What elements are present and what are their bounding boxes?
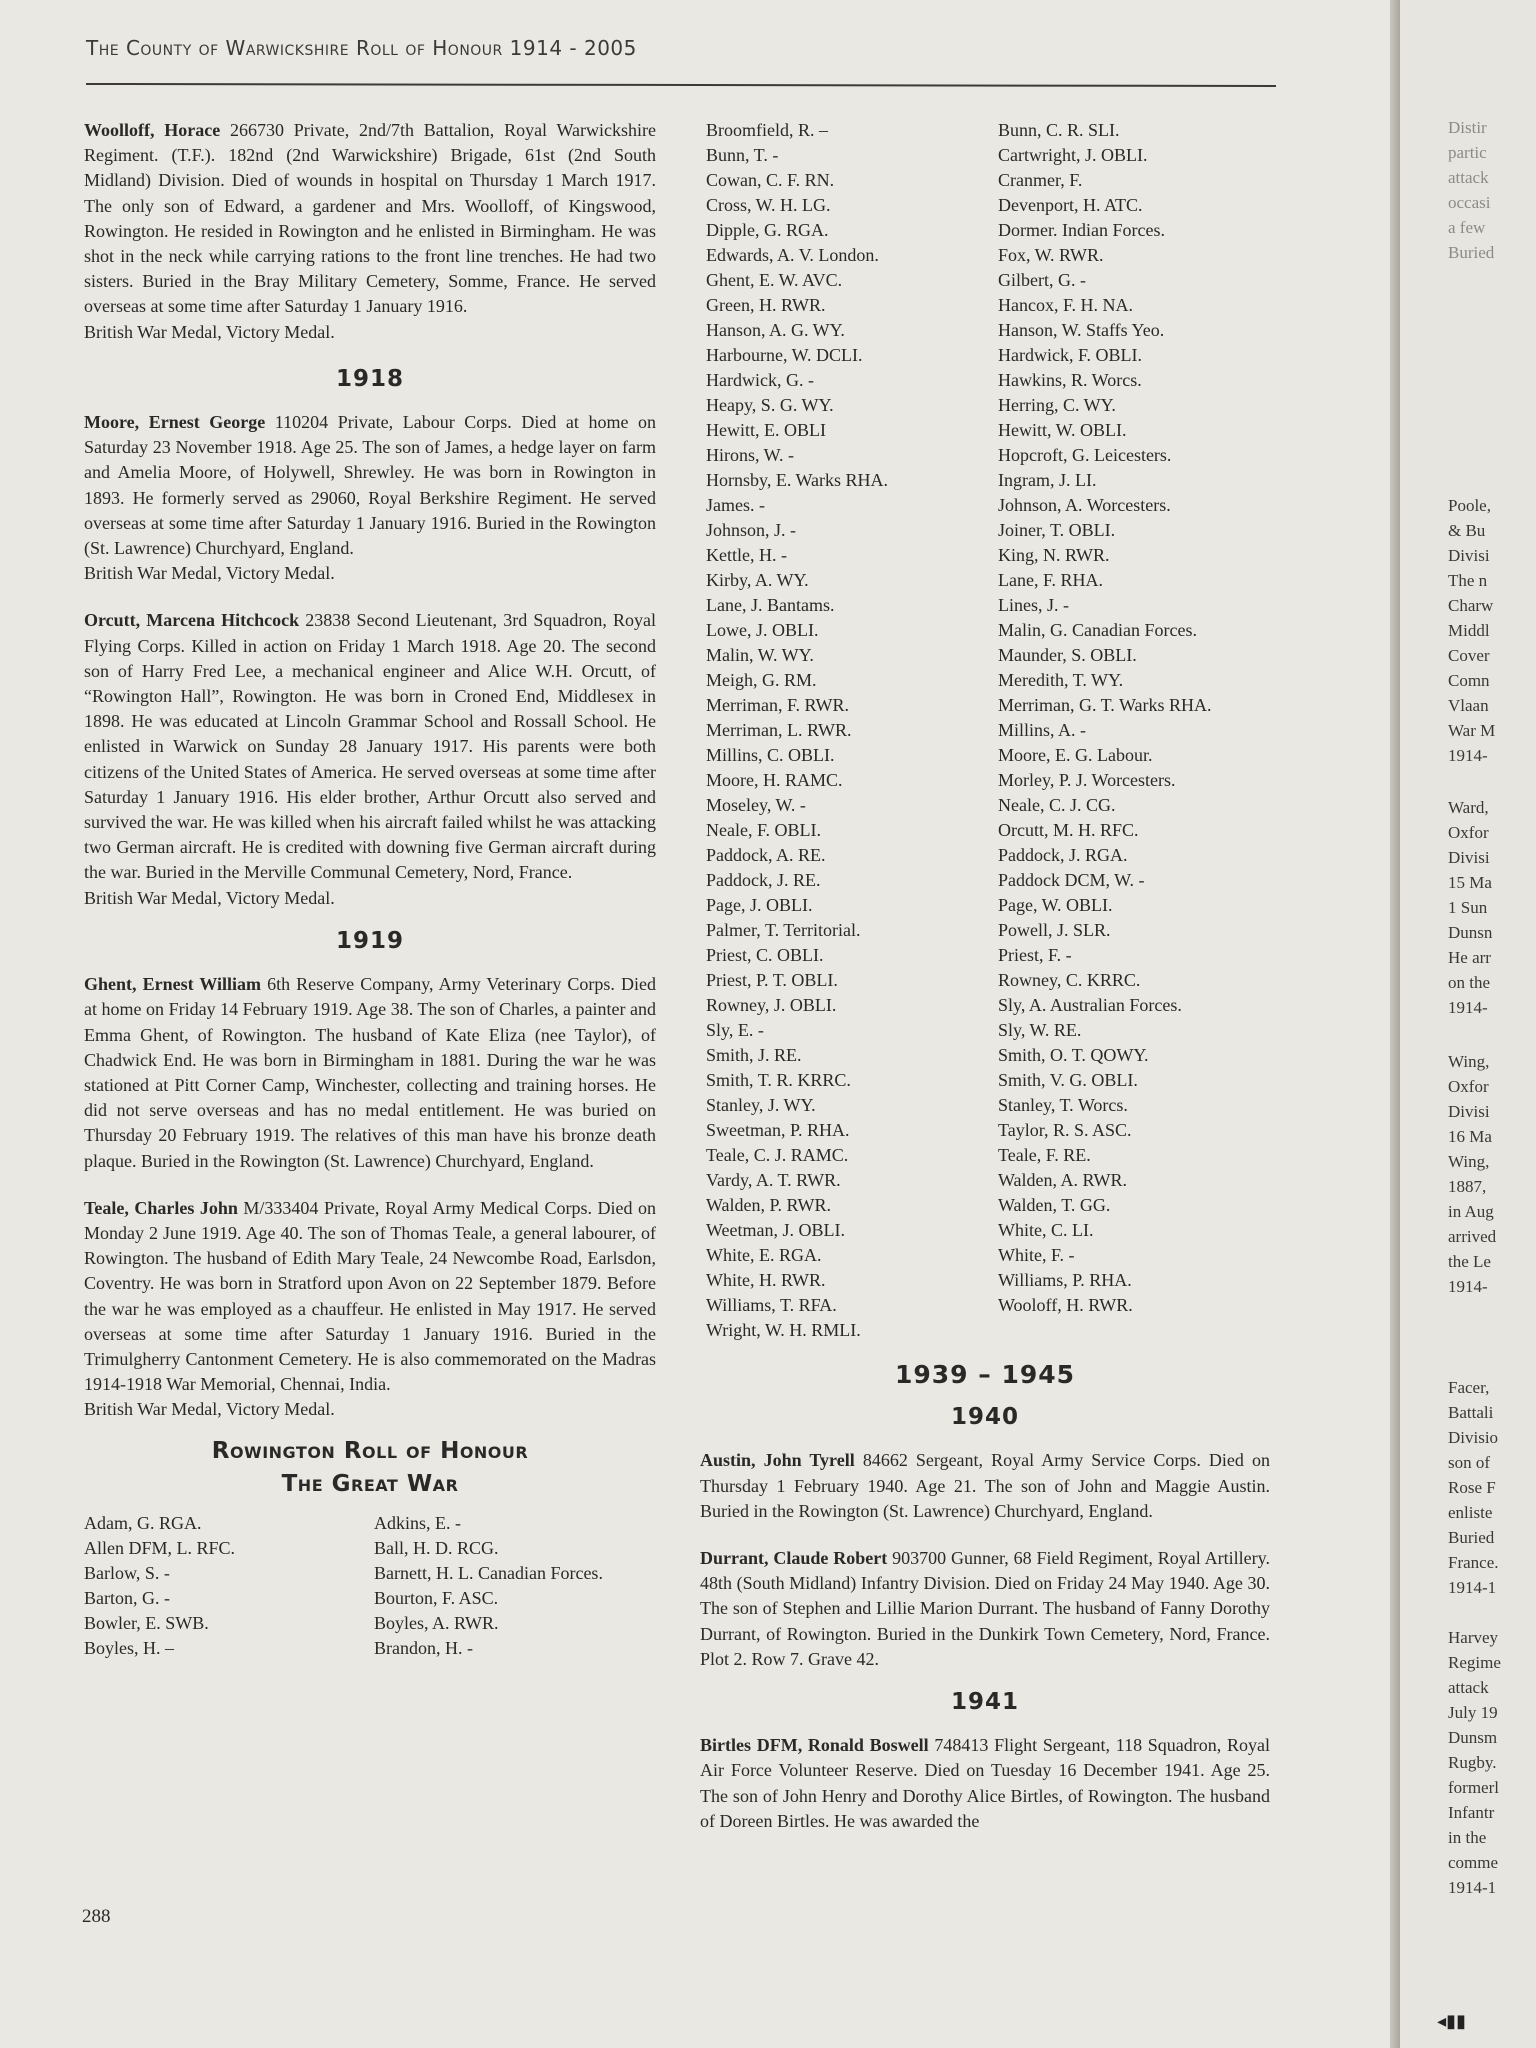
roll-name: Devenport, H. ATC.	[998, 195, 1143, 215]
roll-name: King, N. RWR.	[998, 545, 1110, 565]
roll-name: Lane, J. Bantams.	[706, 595, 835, 615]
facing-page-fragment: Buried	[1448, 1528, 1495, 1547]
roll-name: Harbourne, W. DCLI.	[706, 345, 863, 365]
facing-page-fragment: 1 Sun	[1448, 898, 1488, 917]
roll-name: Boyles, A. RWR.	[374, 1612, 499, 1633]
header-rule	[86, 83, 1276, 87]
facing-page-fragment: Oxfor	[1448, 823, 1489, 842]
facing-page-fragment: occasi	[1448, 193, 1491, 212]
entry-orcutt	[84, 608, 656, 885]
roll-name: Johnson, A. Worcesters.	[998, 495, 1171, 515]
facing-page-fragment: Regime	[1448, 1653, 1501, 1672]
roll-name: Wooloff, H. RWR.	[998, 1295, 1133, 1315]
facing-page-fragment: France.	[1448, 1553, 1499, 1572]
roll-name: Johnson, J. -	[706, 520, 797, 540]
roll-name: Malin, W. WY.	[706, 645, 814, 665]
roll-name: Williams, T. RFA.	[706, 1295, 837, 1315]
roll-name: Maunder, S. OBLI.	[998, 645, 1137, 665]
entry-name: Moore, Ernest George	[84, 412, 266, 433]
roll-name: Paddock, J. RE.	[706, 870, 821, 890]
year-heading: 1940	[950, 1404, 1019, 1431]
facing-page-fragment: 15 Ma	[1448, 873, 1492, 892]
entry-medals: British War Medal, Victory Medal.	[84, 321, 335, 342]
facing-page-fragment: a few	[1448, 218, 1486, 237]
roll-name: Page, J. OBLI.	[706, 895, 813, 915]
facing-page-fragment: Buried	[1448, 243, 1495, 262]
facing-page-fragment: 1914-1	[1448, 1878, 1497, 1897]
roll-name: Meigh, G. RM.	[706, 670, 817, 690]
roll-name: Teale, C. J. RAMC.	[706, 1145, 849, 1165]
facing-page-fragment: Battali	[1448, 1403, 1494, 1422]
roll-name: Priest, C. OBLI.	[706, 945, 824, 965]
roll-name: Moseley, W. -	[706, 795, 806, 815]
facing-page-fragment: Rose F	[1448, 1478, 1496, 1497]
roll-name: Barlow, S. -	[84, 1562, 170, 1583]
facing-page-fragment: 1914-1	[1448, 1578, 1497, 1597]
entry-text: M/333404 Private, Royal Army Medical Corps. Died on Monday 2 June 1919. Age 40. The son of Thomas Teale, a general labourer, of Rowington. The husband of Edith Mary Teale, 24 Newcombe Road, Earlsdon, Coventry. He was born in Stratford upon Avon on 22 September 1879. Before the war he was employed as a chauffeur. He enlisted in May 1917. He served overseas at some time after Saturday 1 January 1916. Buried in the Trimulgherry Cantonment Cemetery. He is also commemorated on the Madras 1914-1918 War Memorial, Chennai, India.	[84, 1197, 656, 1395]
roll-name: Ghent, E. W. AVC.	[706, 270, 843, 290]
roll-name: Lines, J. -	[998, 595, 1069, 615]
entry-name: Teale, Charles John	[84, 1197, 238, 1218]
facing-page-fragment: Distir	[1448, 118, 1487, 137]
entry-text: 748413 Flight Sergeant, 118 Squadron, Royal Air Force Volunteer Reserve. Died on Tuesday 16 December 1941. Age 25. The son of John Henry and Dorothy Alice Birtles, of Rowington. The husband of Doreen Birtles. He was awarded the	[700, 1735, 1271, 1831]
entry-ghent	[84, 972, 656, 1174]
roll-name: Powell, J. SLR.	[998, 920, 1111, 940]
roll-name: Rowney, C. KRRC.	[998, 970, 1141, 990]
roll-name: Millins, C. OBLI.	[706, 745, 835, 765]
facing-page-fragment: 16 Ma	[1448, 1127, 1492, 1146]
facing-page-fragment: Oxfor	[1448, 1077, 1489, 1096]
roll-subtitle: The Great War	[281, 1470, 459, 1497]
entry-name: Birtles DFM, Ronald Boswell	[700, 1735, 929, 1756]
roll-name: Hanson, A. G. WY.	[706, 320, 845, 340]
roll-name: Merriman, L. RWR.	[706, 720, 852, 740]
ww2-section	[700, 1362, 1270, 1834]
roll-name: Smith, V. G. OBLI.	[998, 1070, 1138, 1090]
roll-name: Palmer, T. Territorial.	[706, 920, 861, 940]
roll-name: Paddock, A. RE.	[706, 845, 826, 865]
facing-page-fragment: attack	[1448, 168, 1489, 187]
facing-page-fragment: War M	[1448, 721, 1496, 740]
running-header: The County of Warwickshire Roll of Honour 1914 - 2005	[86, 36, 637, 60]
roll-name: Green, H. RWR.	[706, 295, 826, 315]
roll-name: White, F. -	[998, 1245, 1075, 1265]
entry-text: 266730 Private, 2nd/7th Battalion, Royal Warwickshire Regiment. (T.F.). 182nd (2nd Warwickshire) Brigade, 61st (2nd South Midland) Division. Died of wounds in hospital on Thursday 1 March 1917. The only son of Edward, a gardener and Mrs. Woolloff, of Kingswood, Rowington. He resided in Rowington and he enlisted in Birmingham. He was shot in the neck while carrying rations to the front line trenches. He had two sisters. Buried in the Bray Military Cemetery, Somme, France. He served overseas at some time after Saturday 1 January 1916.	[84, 120, 657, 317]
roll-name: Adkins, E. -	[374, 1512, 461, 1533]
roll-name: Hanson, W. Staffs Yeo.	[998, 320, 1165, 340]
year-heading: 1918	[335, 365, 404, 392]
facing-page-fragment: arrived	[1448, 1227, 1497, 1246]
roll-name: Sly, A. Australian Forces.	[998, 995, 1182, 1015]
facing-page-fragment: Poole,	[1448, 496, 1491, 515]
entry-name: Orcutt, Marcena Hitchcock	[84, 610, 300, 631]
roll-name: Morley, P. J. Worcesters.	[998, 770, 1176, 790]
roll-name: Barton, G. -	[84, 1587, 170, 1608]
roll-column-b	[374, 1511, 654, 1661]
facing-page-fragment: son of	[1448, 1453, 1491, 1472]
roll-name: Cranmer, F.	[998, 170, 1083, 190]
roll-name: White, C. LI.	[998, 1220, 1094, 1240]
facing-page-fragment: Harvey	[1448, 1628, 1499, 1647]
facing-page-edge	[1400, 0, 1536, 2048]
entry-birtles	[700, 1733, 1270, 1834]
roll-name: Lowe, J. OBLI.	[706, 620, 819, 640]
left-column	[84, 118, 656, 1661]
roll-column-right	[998, 118, 1288, 1318]
roll-name: Bowler, E. SWB.	[84, 1612, 209, 1633]
entry-text: 903700 Gunner, 68 Field Regiment, Royal Artillery. 48th (South Midland) Infantry Division. Died on Friday 24 May 1940. Age 30. The son of Stephen and Lillie Marion Durrant. The husband of Fanny Dorothy Durrant, of Rowington. Buried in the Dunkirk Town Cemetery, Nord, France. Plot 2. Row 7. Grave 42.	[700, 1548, 1270, 1669]
book-gutter	[1390, 0, 1400, 2048]
facing-page-fragment: Divisi	[1448, 1102, 1490, 1121]
roll-name: Teale, F. RE.	[998, 1145, 1091, 1165]
roll-name: Dipple, G. RGA.	[706, 220, 829, 240]
roll-name: Hawkins, R. Worcs.	[998, 370, 1142, 390]
roll-name: Smith, J. RE.	[706, 1045, 802, 1065]
roll-name: Barnett, H. L. Canadian Forces.	[374, 1562, 603, 1583]
entry-text: 23838 Second Lieutenant, 3rd Squadron, Royal Flying Corps. Killed in action on Friday 1 March 1918. Age 20. The second son of Harry Fred Lee, a mechanical engineer and Alice W.H. Orcutt, of “Rowington Hall”, Rowington. He was born in Croned End, Middlesex in 1898. He was educated at Lincoln Grammar School and Rossall School. He enlisted in Warwick on Sunday 28 January 1917. His parents were both citizens of the United States of America. He served overseas at some time after Saturday 1 January 1916. His elder brother, Arthur Orcutt also served and survived the war. He was killed when his aircraft failed whilst he was attacking two German aircraft. He is credited with downing five German aircraft during the war. Buried in the Merville Communal Cemetery, Nord, France.	[84, 610, 657, 883]
roll-name: Broomfield, R. –	[706, 120, 828, 140]
facing-page-fragment: He arr	[1448, 948, 1491, 967]
facing-page-fragment: Infantr	[1448, 1803, 1495, 1822]
roll-name: Gilbert, G. -	[998, 270, 1086, 290]
entry-text: 6th Reserve Company, Army Veterinary Corps. Died at home on Friday 14 February 1919. Age 38. The son of Charles, a painter and Emma Ghent, of Rowington. The husband of Kate Eliza (nee Taylor), of Chadwick End. He was born in Birmingham in 1881. During the war he was stationed at Pitt Corner Camp, Winchester, collecting and training horses. He did not serve overseas and has no medal entitlement. He was buried on Thursday 20 February 1919. The relatives of this man have his bronze death plaque. Buried in the Rowington (St. Lawrence) Churchyard, England.	[84, 974, 656, 1171]
entry-text: 84662 Sergeant, Royal Army Service Corps. Died on Thursday 1 February 1940. Age 21. The son of John and Maggie Austin. Buried in the Rowington (St. Lawrence) Churchyard, England.	[700, 1450, 1271, 1521]
entry-austin	[700, 1448, 1270, 1524]
roll-name: Bunn, C. R. SLI.	[998, 120, 1120, 140]
roll-name: Priest, P. T. OBLI.	[706, 970, 838, 990]
roll-name: Hewitt, W. OBLI.	[998, 420, 1127, 440]
facing-page-fragment: Cover	[1448, 646, 1490, 665]
roll-title: Rowington Roll of Honour	[211, 1437, 529, 1464]
year-heading: 1941	[950, 1689, 1019, 1716]
roll-name: Meredith, T. WY.	[998, 670, 1124, 690]
facing-page-fragment: Divisi	[1448, 546, 1490, 565]
roll-name: Rowney, J. OBLI.	[706, 995, 837, 1015]
facing-page-fragment: comme	[1448, 1853, 1499, 1872]
facing-page-fragment: Dunsm	[1448, 1728, 1498, 1747]
facing-page-fragment: Divisio	[1448, 1428, 1499, 1447]
roll-name: Hirons, W. -	[706, 445, 795, 465]
facing-page-fragment: on the	[1448, 973, 1491, 992]
roll-name: Malin, G. Canadian Forces.	[998, 620, 1197, 640]
roll-name: White, H. RWR.	[706, 1270, 826, 1290]
roll-name: James. -	[706, 495, 765, 515]
facing-page-fragment: the Le	[1448, 1252, 1491, 1271]
roll-name: Hancox, F. H. NA.	[998, 295, 1134, 315]
roll-column-middle	[706, 118, 996, 1343]
roll-name: Hopcroft, G. Leicesters.	[998, 445, 1172, 465]
entry-medals: British War Medal, Victory Medal.	[84, 563, 335, 584]
roll-name: Herring, C. WY.	[998, 395, 1116, 415]
roll-name: Stanley, T. Worcs.	[998, 1095, 1128, 1115]
facing-page-fragment: Wing,	[1448, 1152, 1490, 1171]
roll-name: Taylor, R. S. ASC.	[998, 1120, 1132, 1140]
facing-page-fragment: 1914-	[1448, 746, 1488, 765]
entry-medals: British War Medal, Victory Medal.	[84, 887, 335, 908]
facing-page-fragment: partic	[1448, 143, 1487, 162]
facing-page-fragment: Divisi	[1448, 848, 1490, 867]
page-turn-arrow-icon: ◂▮▮	[1437, 2011, 1466, 2031]
page-number: 288	[82, 1906, 111, 1927]
entry-medals: British War Medal, Victory Medal.	[84, 1399, 335, 1420]
roll-name: Kettle, H. -	[706, 545, 787, 565]
roll-name: Kirby, A. WY.	[706, 570, 809, 590]
facing-page-fragment: 1914-	[1448, 1277, 1488, 1296]
roll-name: White, E. RGA.	[706, 1245, 822, 1265]
entry-name: Ghent, Ernest William	[84, 974, 262, 995]
roll-name: Williams, P. RHA.	[998, 1270, 1132, 1290]
facing-page-fragment: Comn	[1448, 671, 1490, 690]
roll-column-a	[84, 1511, 364, 1661]
roll-name: Edwards, A. V. London.	[706, 245, 879, 265]
facing-page-fragment: & Bu	[1448, 521, 1486, 540]
roll-name: Bunn, T. -	[706, 145, 779, 165]
roll-name: Paddock, J. RGA.	[998, 845, 1128, 865]
roll-name: Hewitt, E. OBLI	[706, 420, 826, 440]
roll-names-left	[84, 1511, 656, 1661]
roll-name: Walden, T. GG.	[998, 1195, 1111, 1215]
facing-page-fragment: Facer,	[1448, 1378, 1490, 1397]
roll-name: Merriman, G. T. Warks RHA.	[998, 695, 1212, 715]
roll-name: Orcutt, M. H. RFC.	[998, 820, 1139, 840]
facing-page-fragment: Vlaan	[1448, 696, 1489, 715]
roll-name: Stanley, J. WY.	[706, 1095, 816, 1115]
roll-name: Ingram, J. LI.	[998, 470, 1097, 490]
facing-page-fragment: Wing,	[1448, 1052, 1490, 1071]
facing-page-fragment: 1914-	[1448, 998, 1488, 1017]
roll-name: Moore, H. RAMC.	[706, 770, 843, 790]
roll-name: Lane, F. RHA.	[998, 570, 1104, 590]
roll-name: Walden, P. RWR.	[706, 1195, 832, 1215]
roll-name: Weetman, J. OBLI.	[706, 1220, 846, 1240]
roll-name: Sly, W. RE.	[998, 1020, 1082, 1040]
facing-page-fragment: in Aug	[1448, 1202, 1494, 1221]
facing-page-fragment: The n	[1448, 571, 1488, 590]
facing-page-fragment: Charw	[1448, 596, 1494, 615]
roll-name: Brandon, H. -	[374, 1637, 473, 1658]
roll-name: Boyles, H. –	[84, 1637, 174, 1658]
entry-teale	[84, 1196, 656, 1398]
roll-name: Merriman, F. RWR.	[706, 695, 850, 715]
entry-text: 110204 Private, Labour Corps. Died at home on Saturday 23 November 1918. Age 25. The son of James, a hedge layer on farm and Amelia Moore, of Holywell, Shrewley. He was born in Rowington in 1893. He formerly served as 29060, Royal Berkshire Regiment. He served overseas at some time after Saturday 1 January 1916. Buried in the Rowington (St. Lawrence) Churchyard, England.	[84, 412, 656, 559]
roll-name: Moore, E. G. Labour.	[998, 745, 1153, 765]
entry-durrant	[700, 1546, 1270, 1672]
entry-name: Durrant, Claude Robert	[700, 1548, 888, 1569]
roll-name: Vardy, A. T. RWR.	[706, 1170, 841, 1190]
facing-page-fragment: Dunsn	[1448, 923, 1493, 942]
entry-woolloff	[84, 118, 656, 320]
facing-page-fragment: Middl	[1448, 621, 1490, 640]
roll-name: Fox, W. RWR.	[998, 245, 1104, 265]
roll-name: Millins, A. -	[998, 720, 1087, 740]
roll-name: Hardwick, G. -	[706, 370, 814, 390]
facing-page-fragment: attack	[1448, 1678, 1489, 1697]
roll-name: Adam, G. RGA.	[84, 1512, 202, 1533]
roll-name: Neale, C. J. CG.	[998, 795, 1116, 815]
facing-page-fragment: 1887,	[1448, 1177, 1487, 1196]
facing-page-fragment: July 19	[1448, 1703, 1498, 1722]
roll-name: Cross, W. H. LG.	[706, 195, 831, 215]
roll-name: Heapy, S. G. WY.	[706, 395, 834, 415]
year-heading: 1919	[335, 927, 404, 954]
roll-name: Page, W. OBLI.	[998, 895, 1113, 915]
roll-name: Paddock DCM, W. -	[998, 870, 1145, 890]
roll-name: Dormer. Indian Forces.	[998, 220, 1165, 240]
roll-name: Priest, F. -	[998, 945, 1072, 965]
roll-name: Hornsby, E. Warks RHA.	[706, 470, 889, 490]
roll-name: Bourton, F. ASC.	[374, 1587, 499, 1608]
facing-page-fragment: formerl	[1448, 1778, 1499, 1797]
roll-name: Smith, O. T. QOWY.	[998, 1045, 1149, 1065]
facing-page-fragment: enliste	[1448, 1503, 1493, 1522]
roll-name: Walden, A. RWR.	[998, 1170, 1128, 1190]
roll-name: Allen DFM, L. RFC.	[84, 1537, 236, 1558]
roll-name: Smith, T. R. KRRC.	[706, 1070, 851, 1090]
roll-name: Cartwright, J. OBLI.	[998, 145, 1148, 165]
roll-name: Sly, E. -	[706, 1020, 764, 1040]
roll-name: Sweetman, P. RHA.	[706, 1120, 850, 1140]
entry-name: Austin, John Tyrell	[700, 1450, 855, 1471]
facing-page-fragment: Rugby.	[1448, 1753, 1497, 1772]
roll-name: Neale, F. OBLI.	[706, 820, 822, 840]
roll-name: Wright, W. H. RMLI.	[706, 1320, 861, 1340]
facing-page-fragment: in the	[1448, 1828, 1487, 1847]
roll-name: Joiner, T. OBLI.	[998, 520, 1116, 540]
facing-page-fragment: Ward,	[1448, 798, 1489, 817]
entry-moore	[84, 410, 656, 561]
ww2-heading: 1939 – 1945	[894, 1360, 1076, 1389]
roll-name: Cowan, C. F. RN.	[706, 170, 835, 190]
roll-name: Hardwick, F. OBLI.	[998, 345, 1143, 365]
roll-name: Ball, H. D. RCG.	[374, 1537, 499, 1558]
entry-name: Woolloff, Horace	[84, 120, 221, 140]
